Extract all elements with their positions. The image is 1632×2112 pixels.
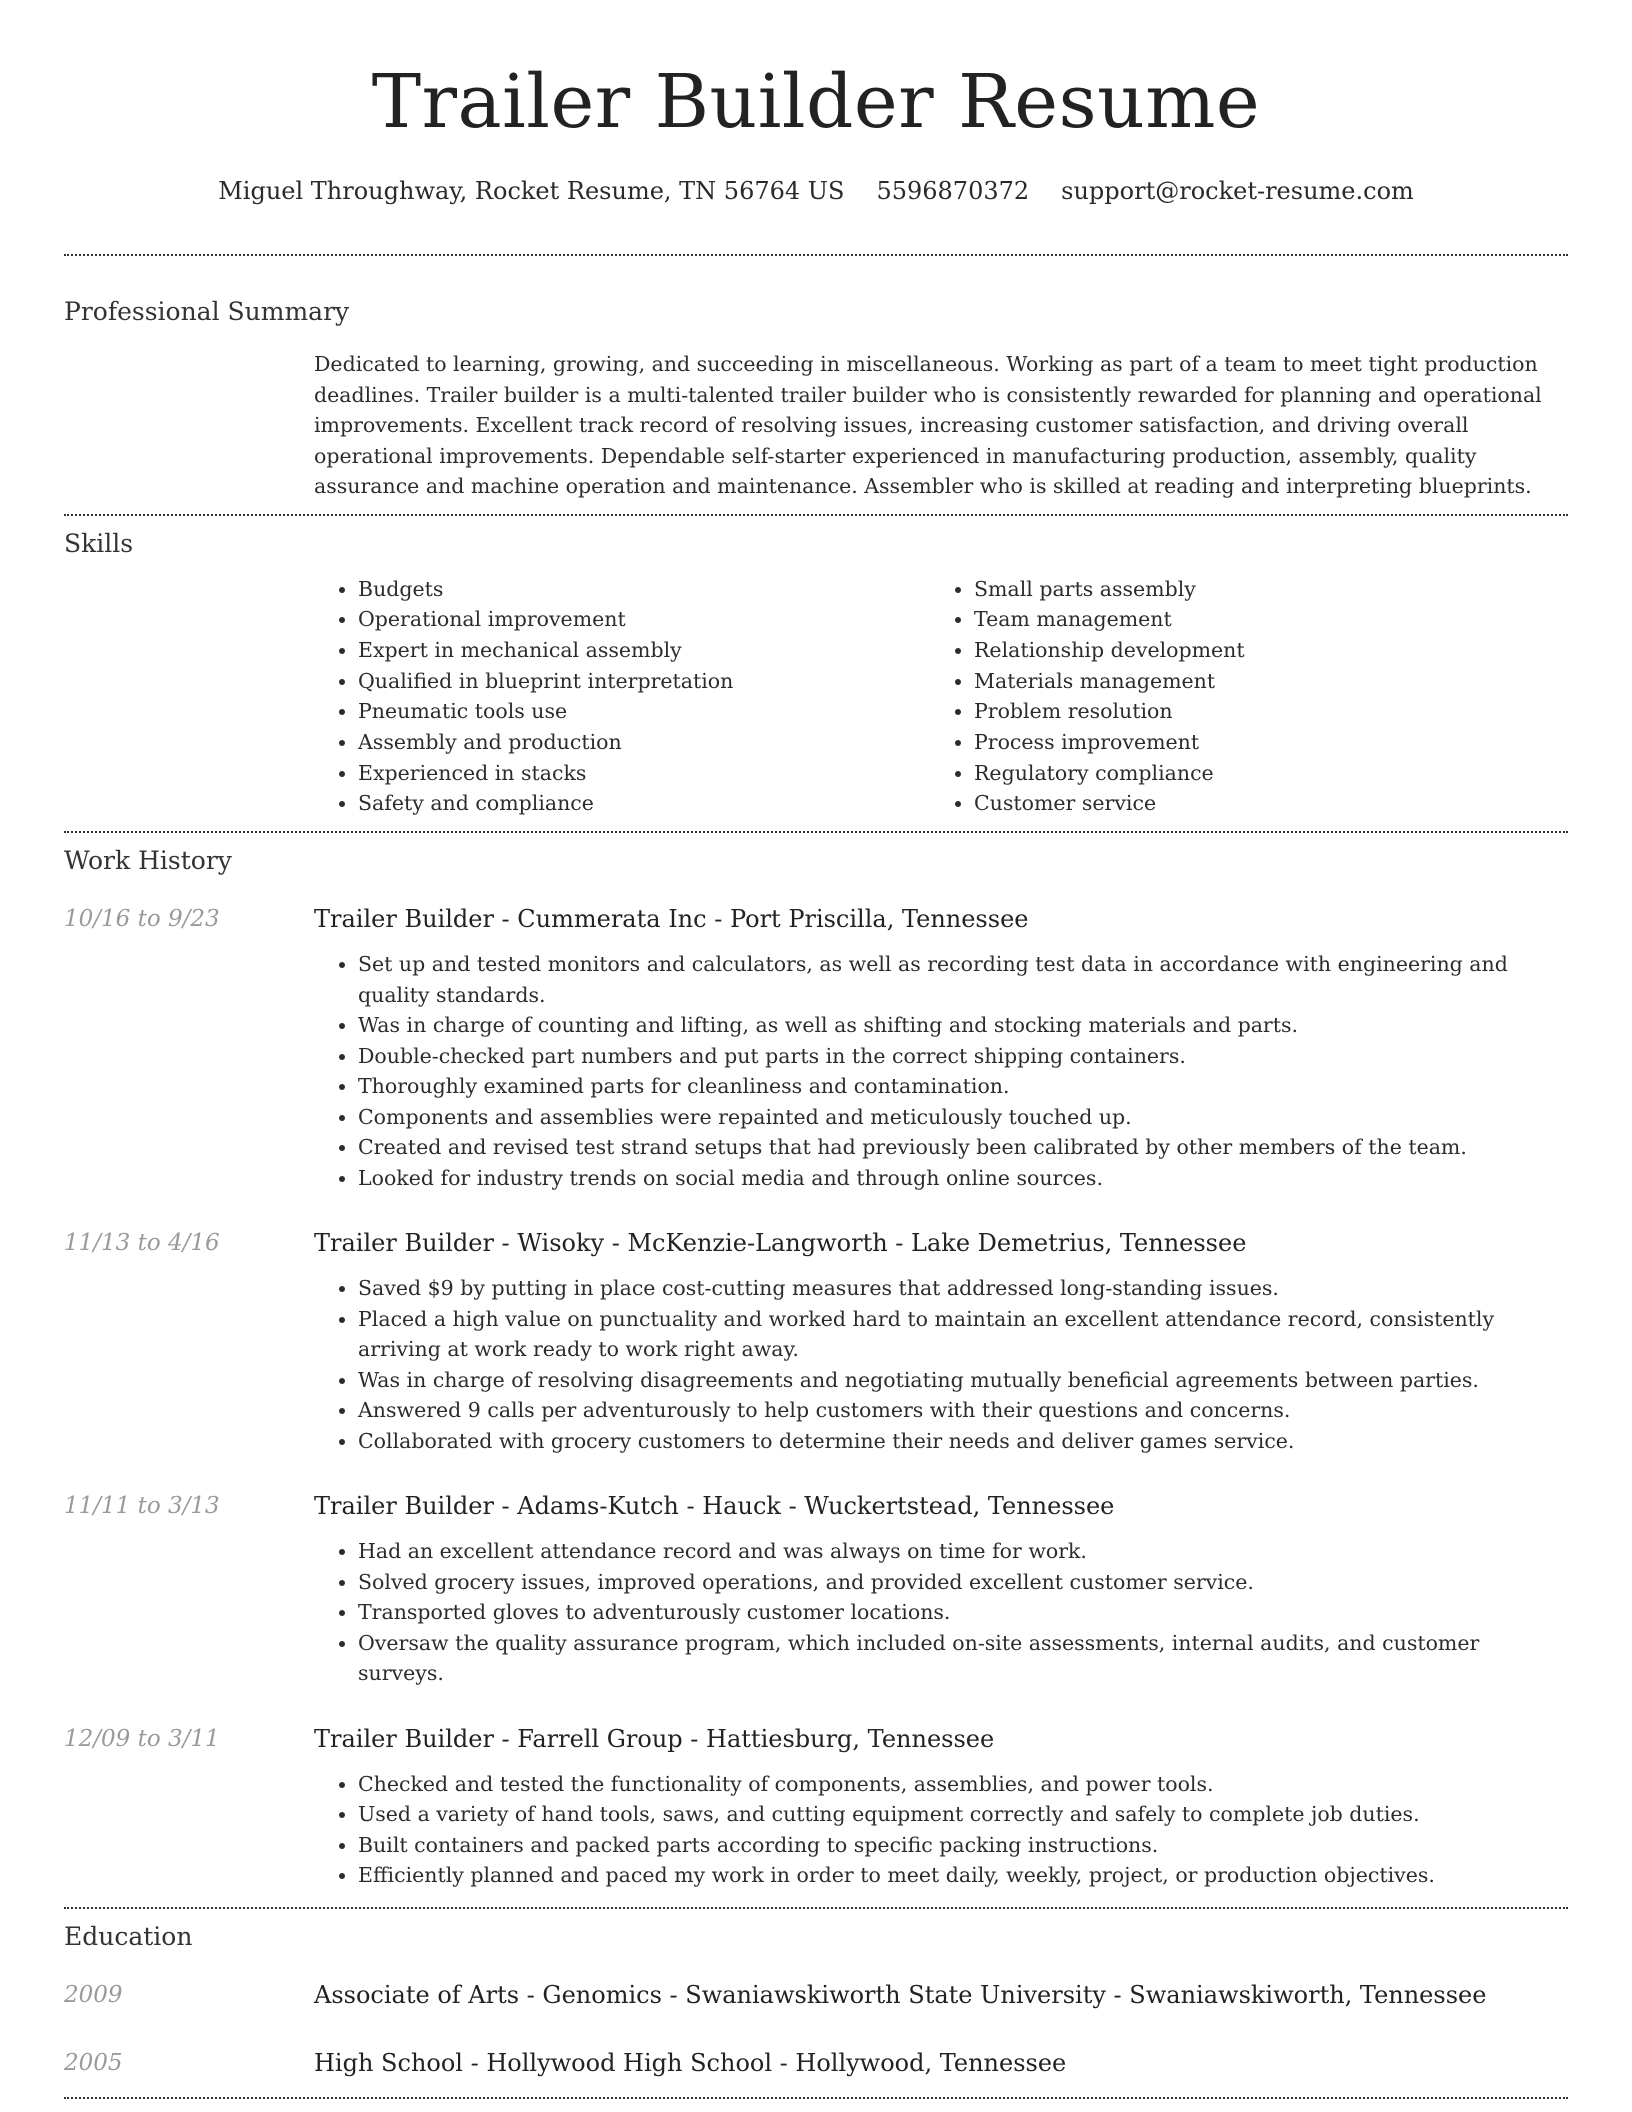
job-dates: 10/16 to 9/23 — [64, 906, 220, 933]
education-degree: Associate of Arts - Genomics - Swaniawskiworth State University - Swaniawskiworth, Tennessee — [314, 1980, 1487, 2009]
job-bullet: • Components and assemblies were repainted and meticulously touched up. — [358, 1102, 1568, 1133]
job-dates: 11/13 to 4/16 — [64, 1230, 220, 1257]
skill-item: • Customer service — [974, 788, 1546, 819]
skill-item: • Qualified in blueprint interpretation — [358, 666, 930, 697]
job-dates: 12/09 to 3/11 — [64, 1725, 220, 1752]
job-bullet: • Efficiently planned and paced my work in order to meet daily, weekly, project, or production objectives. — [358, 1860, 1568, 1891]
work-heading: Work History — [64, 846, 232, 876]
job-bullet: • Was in charge of counting and lifting, as well as shifting and stocking materials and parts. — [358, 1010, 1568, 1041]
skill-item: • Problem resolution — [974, 696, 1546, 727]
job-bullet: • Was in charge of resolving disagreements and negotiating mutually beneficial agreements between parties. — [358, 1365, 1568, 1396]
job-bullet: • Checked and tested the functionality of components, assemblies, and power tools. — [358, 1769, 1568, 1800]
job-entry — [64, 1723, 1568, 1891]
skill-item: • Assembly and production — [358, 727, 930, 758]
job-bullets — [314, 1536, 1568, 1689]
skill-item: • Expert in mechanical assembly — [358, 635, 930, 666]
job-bullet: • Placed a high value on punctuality and worked hard to maintain an excellent attendance record, consistently arriving at work ready to work right away. — [358, 1304, 1568, 1365]
job-entry — [64, 1490, 1568, 1689]
contact-line — [64, 176, 1568, 206]
skills-list-right — [930, 574, 1546, 820]
education-year: 2005 — [64, 2049, 123, 2076]
job-bullet: • Double-checked part numbers and put parts in the correct shipping containers. — [358, 1041, 1568, 1072]
resume-page — [64, 0, 1568, 2099]
job-bullet: • Solved grocery issues, improved operations, and provided excellent customer service. — [358, 1567, 1568, 1598]
skill-item: • Process improvement — [974, 727, 1546, 758]
job-title: Trailer Builder - Farrell Group - Hattiesburg, Tennessee — [314, 1724, 995, 1753]
job-entry — [64, 1227, 1568, 1456]
skills-divider — [64, 831, 1568, 833]
skill-item: • Team management — [974, 604, 1546, 635]
skills-heading: Skills — [64, 528, 134, 558]
skill-item: • Materials management — [974, 666, 1546, 697]
job-bullets — [314, 949, 1568, 1193]
job-bullets — [314, 1769, 1568, 1891]
work-divider — [64, 1907, 1568, 1909]
skill-item: • Budgets — [358, 574, 930, 605]
job-bullet: • Built containers and packed parts according to specific packing instructions. — [358, 1830, 1568, 1861]
skill-item: • Experienced in stacks — [358, 758, 930, 789]
skill-item: • Pneumatic tools use — [358, 696, 930, 727]
job-title: Trailer Builder - Cummerata Inc - Port Priscilla, Tennessee — [314, 905, 1029, 934]
summary-divider — [64, 514, 1568, 516]
job-bullet: • Had an excellent attendance record and was always on time for work. — [358, 1536, 1568, 1567]
summary-heading: Professional Summary — [64, 297, 350, 326]
job-bullet: • Transported gloves to adventurously customer locations. — [358, 1597, 1568, 1628]
job-entry — [64, 903, 1568, 1193]
job-bullet: • Oversaw the quality assurance program, which included on-site assessments, internal audits, and customer surveys. — [358, 1628, 1568, 1689]
job-title: Trailer Builder - Wisoky - McKenzie-Langworth - Lake Demetrius, Tennessee — [314, 1229, 1247, 1258]
job-bullets — [314, 1273, 1568, 1456]
education-divider — [64, 2097, 1568, 2099]
job-bullet: • Saved $9 by putting in place cost-cutting measures that addressed long-standing issues. — [358, 1273, 1568, 1304]
education-heading: Education — [64, 1921, 193, 1951]
summary-section — [64, 296, 1568, 502]
education-entry — [64, 2047, 1568, 2079]
skill-item: • Operational improvement — [358, 604, 930, 635]
contact-phone: 5596870372 — [876, 177, 1030, 205]
skill-item: • Safety and compliance — [358, 788, 930, 819]
job-bullet: • Looked for industry trends on social media and through online sources. — [358, 1163, 1568, 1194]
job-bullet: • Answered 9 calls per adventurously to help customers with their questions and concerns. — [358, 1395, 1568, 1426]
skills-section — [64, 528, 1568, 820]
skill-item: • Relationship development — [974, 635, 1546, 666]
resume-title: Trailer Builder Resume — [371, 59, 1261, 145]
skill-item: • Small parts assembly — [974, 574, 1546, 605]
job-bullet: • Used a variety of hand tools, saws, and cutting equipment correctly and safely to complete job duties. — [358, 1799, 1568, 1830]
summary-text: Dedicated to learning, growing, and succeeding in miscellaneous. Working as part of a team to meet tight production deadlines. Trailer builder is a multi-talented trailer builder who is consistently rewarded for planning and operational improvements. Excellent track record of resolving issues, increasing customer satisfaction, and driving overall operational improvements. Dependable self-starter experienced in manufacturing production, assembly, quality assurance and machine operation and maintenance. Assembler who is skilled at reading and interpreting blueprints. — [314, 352, 1542, 498]
job-dates: 11/11 to 3/13 — [64, 1493, 220, 1520]
job-bullet: • Collaborated with grocery customers to determine their needs and deliver games service. — [358, 1426, 1568, 1457]
job-bullet: • Set up and tested monitors and calculators, as well as recording test data in accordance with engineering and quality standards. — [358, 949, 1568, 1010]
contact-email: support@rocket-resume.com — [1061, 177, 1414, 205]
contact-address: Miguel Throughway, Rocket Resume, TN 56764 US — [218, 177, 845, 205]
education-entry — [64, 1979, 1568, 2011]
skills-list-left — [314, 574, 930, 820]
job-bullet: • Thoroughly examined parts for cleanliness and contamination. — [358, 1071, 1568, 1102]
work-section — [64, 845, 1568, 1891]
education-degree: High School - Hollywood High School - Hollywood, Tennessee — [314, 2048, 1067, 2077]
job-title: Trailer Builder - Adams-Kutch - Hauck - Wuckertstead, Tennessee — [314, 1492, 1115, 1521]
skill-item: • Regulatory compliance — [974, 758, 1546, 789]
job-bullet: • Created and revised test strand setups that had previously been calibrated by other members of the team. — [358, 1132, 1568, 1163]
education-section — [64, 1921, 1568, 2079]
education-year: 2009 — [64, 1981, 123, 2008]
skills-grid — [314, 574, 1568, 820]
header-divider — [64, 254, 1568, 256]
